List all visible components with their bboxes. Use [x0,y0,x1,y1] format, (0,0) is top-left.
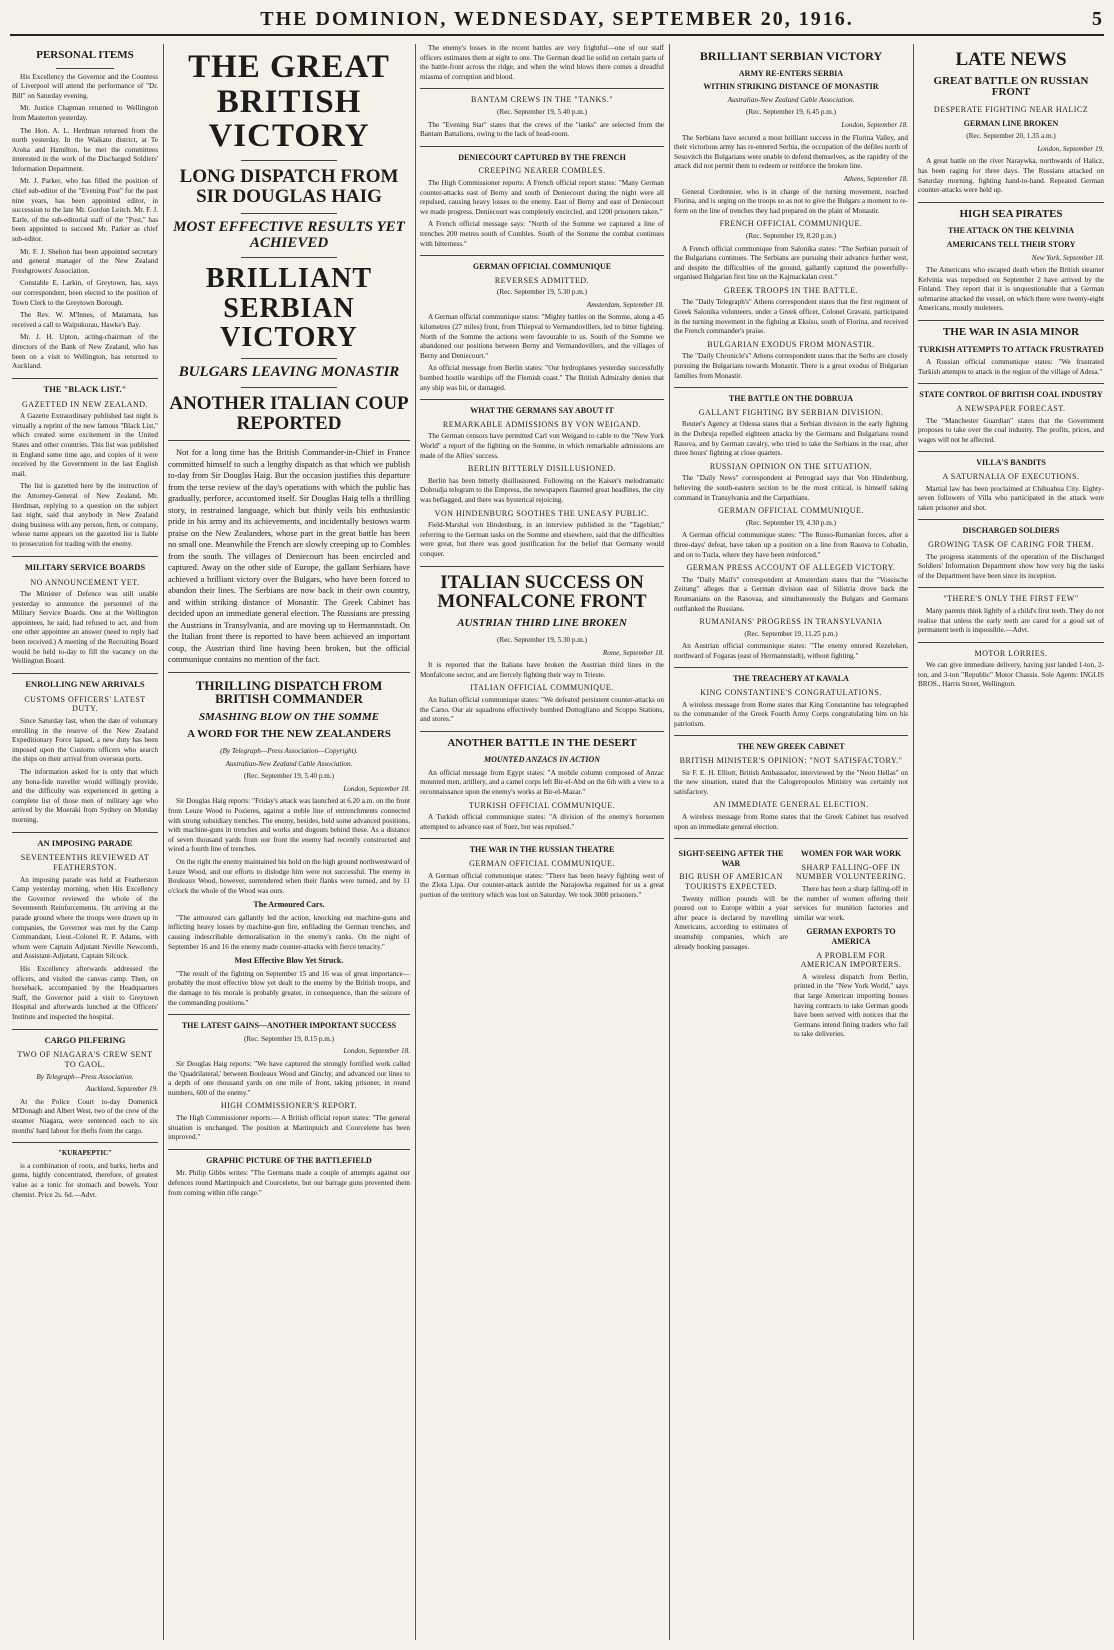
headline: BRILLIANT SERBIAN VICTORY [205,263,373,354]
dateline: London, September 18. [343,784,410,793]
advert-heading: "THERE'S ONLY THE FIRST FEW" [943,594,1079,604]
subheading: GERMAN OFFICIAL COMMUNIQUE. [718,506,864,516]
subheading: WHAT THE GERMANS SAY ABOUT IT [470,406,614,416]
paragraph: An official message from Berlin states: "Our hydroplanes yesterday successfully bombed hostile warships off the Flemish coast." The British Admiralty denies that any ship was hit, or damaged. [420,364,664,392]
paragraph: Berlin has been bitterly disillusioned. Following on the Kaiser's melodramatic Dobrudja telegram to the Empress, the newspapers flaunted great headlines, the city was beflagged, and there was hysterical rejoicing. [420,476,664,504]
paragraph: Reuter's Agency at Odessa states that a Serbian division in the early fighting in the Dobruja repelled eighteen attacks by the Germans and Bulgarians round Rasova, and by German cavalry, who tried to take the Serbians in the rear, after three hours' fighting at close quarters. [674,420,908,458]
subheading: THE BATTLE ON THE DOBRUJA [728,394,854,404]
subheading: KING CONSTANTINE'S CONGRATULATIONS. [700,688,882,698]
paragraph: A German official communique states: "Mighty battles on the Somme, along a 45 kilometres (27 miles) front, from Thiepval to Vermandovillers, led to bitter fighting. North of the Somme the actions were favourable to us. South of the Somme we abandoned our positions between Berny and Vermandovillers, and the villages of Berny and Deniecourt." [420,313,664,360]
paragraph: On the right the enemy maintained his hold on the high ground northwestward of Leuze Wood, and our efforts to dislodge him were not successful. The enemy in Bouleaux Wood, however, surrendered when their flanks were turned, and by 11 o'clock the whole of the Wood was ours. [168,857,410,895]
headline: SMASHING BLOW ON THE SOMME [198,710,380,723]
paragraph: His Excellency the Governor and the Countess of Liverpool will attend the performance of "Dr. Bill" on Saturday evening. [12,72,158,100]
paragraph: An Italian official communique states: "We defeated persistent counter-attacks on the Carso. Our air squadrons effectively bombed Dottogliano and Scoppo Stations, and stores." [420,695,664,724]
received-time: (Rec. September 19, 4.30 p.m.) [745,518,837,527]
subheading: GROWING TASK OF CARING FOR THEM. [928,539,1094,549]
column-4 [674,44,908,1640]
paragraph: Mr. F. J. Shelton has been appointed secretary and general manager of the New Zealand Freshgrowers' Association. [12,247,158,275]
subheading: REVERSES ADMITTED. [494,275,590,285]
paragraph: The "Manchester Guardian" states that the Government proposes to take over the coal industry. The profits, prices, and wages will not be affected. [918,416,1104,444]
paragraph: The enemy's losses in the recent battles are very frightful—one of our staff officers estimates them at eight to one. The German dead lie solid on certain parts of the battle-front across the ridge, and when the wind blows there comes a dreadful miasma of corruption and blood. [420,44,664,81]
column-1 [12,44,158,1640]
paragraph: A Russian official communique states: "We frustrated Turkish attempts to attack in the region of the village of Adesa." [918,358,1104,376]
subheading: DISCHARGED SOLDIERS [962,526,1060,536]
dateline: Rome, September 18. [602,648,664,657]
headline: A WORD FOR THE NEW ZEALANDERS [187,728,391,741]
paragraph: His Excellency afterwards addressed the officers, and visited the canvas camp. Then, on horseback, accompanied by the Headquarters Staff, the Governor paid a visit to Greytown Hospital and afterwards lunched at the Officers' Institute and inspected the hospital. [12,964,158,1021]
paragraph: General Cordonnier, who is in charge of the turning movement, reached Florina, and is urging on the troops so as not to give the Bulgars a moment to re-form on the line of trenches they had prepared on the plain of Monastir. [674,187,908,215]
headline: GREAT BATTLE ON RUSSIAN FRONT [933,74,1089,99]
subheading: GERMAN LINE BROKEN [963,118,1059,128]
advert-name: "KURAPEPTIC" [57,1149,113,1158]
subheading: TWO OF NIAGARA'S CREW SENT TO GAOL. [17,1050,153,1070]
dateline: London, September 18. [841,120,908,129]
subheading: MOUNTED ANZACS IN ACTION [483,755,601,765]
subheading: CREEPING NEARER COMBLES. [478,166,606,176]
main-headline: THE GREAT BRITISH VICTORY [188,49,390,155]
headline: AUSTRIAN THIRD LINE BROKEN [457,617,627,630]
subheading: STATE CONTROL OF BRITISH COAL INDUSTRY [919,390,1103,400]
two-column-block [674,845,908,1043]
received-time: (Rec. September 20, 1.35 a.m.) [966,132,1056,141]
received-time: (Rec. September 19, 8.20 p.m.) [745,231,837,240]
subheading: GREEK TROOPS IN THE BATTLE. [723,285,859,295]
paragraph: The "Daily Mail's" correspondent at Amsterdam states that the "Vossische Zeitung" alleges that a German division east of Silistria drove back the Roumanians on the Rasovaa, and simultaneously the Bulgars and Germans outflanked the Russians. [674,575,908,613]
subheading: ITALIAN OFFICIAL COMMUNIQUE. [470,683,614,693]
paragraph: Constable E. Larkin, of Greytown, has, says our correspondent, been elected to the position of Town Clerk to the Greytown Borough. [12,279,158,307]
dateline: London, September 19. [1037,144,1104,153]
received-time: (Rec. September 19, 5.40 p.m.) [243,772,335,781]
paragraph: There has been a sharp falling-off in the number of women offering their services for munition factories and similar war work. [794,884,908,922]
headline: HIGH SEA PIRATES [959,207,1063,220]
paragraph: The "Daily News" correspondent at Petrograd says that Von Hindenburg, believing the south-eastern section to be the most critical, is himself taking command in Transylvania and the Carpathians. [674,474,908,502]
paragraph: Mr. Philip Gibbs writes: "The Germans made a couple of attempts against our defences round Martinpuich and Courcelette, but our barrage guns prevented them from coming within rifle range." [168,1169,410,1197]
paragraph: "The armoured cars gallantly led the action, knocking out machine-guns and inflicting heavy losses by machine-gun fire, enfilading the German trenches, and causing indescribable demoralisation in the enemy's ranks. On the night of September 16 and 16 the enemy made counter-attacks with fierce tenacity." [168,913,410,951]
paragraph: Twenty million pounds will be poured out to Europe within a year after peace is declared by travelling Americans, according to estimates of steamship companies, which are already booking passages. [674,894,788,951]
section-heading: CARGO PILFERING [44,1034,126,1045]
paragraph: The "Evening Star" states that the crews of the "tanks" are selected from the Bantam Battalions, owing to the lack of head-room. [420,120,664,139]
column-divider [913,44,914,1640]
paragraph: At the Police Court to-day Domenick M'Donagh and Albert West, two of the crew of the steamer Niagara, were sentenced each to six months' hard labour for thefts from the cargo. [12,1097,158,1135]
subheading: BRITISH MINISTER'S OPINION: "NOT SATISFACTORY." [679,756,903,766]
subheading: TURKISH ATTEMPTS TO ATTACK FRUSTRATED [918,344,1104,354]
subheading: FRENCH OFFICIAL COMMUNIQUE. [719,219,863,229]
headline: BRILLIANT SERBIAN VICTORY [699,49,883,63]
column-2 [168,44,410,1640]
paragraph: The information asked for is only that which any bona-fide traveller would willingly provide, and the difficulty was experienced in getting a complete list of those men of military age who arrived by the Moeraki from Sydney on Monday morning. [12,767,158,824]
byline: Australian-New Zealand Cable Association. [727,95,855,104]
paragraph: Martial law has been proclaimed at Chihuahua City. Eighty-seven followers of Villa who participated in the attack were taken prisoner and shot. [918,484,1104,512]
subheading: GERMAN EXPORTS TO AMERICA [806,927,896,946]
paragraph: The "Daily Telegraph's" Athens correspondent states that the first regiment of Greek Salonika volunteers, under a Greek officer, Colonel Gravani, participated in the turning movement in the fighting at Eksisu, south of Florina, and received the French commander's praise. [674,298,908,336]
column-divider [163,44,164,1640]
paragraph: The Serbians have secured a most brilliant success in the Florina Valley, and their victorious army has re-entered Serbia, the occupation of the defiles north of Sesovitch the Bulgarians were unable to defend themselves, as the rapidity of the attack did not permit them to redeem or reinforce the broken line. [674,133,908,171]
subheading: WOMEN FOR WAR WORK [800,849,902,859]
subheading: THE ATTACK ON THE KELVINIA [948,226,1074,236]
paragraph: An Austrian official communique states: "The enemy entered Kezeleken, northward of Fogaras (east of Hermannstadt), without fighting." [674,642,908,660]
masthead-title: THE DOMINION, WEDNESDAY, SEPTEMBER 20, 1916. [260,8,854,30]
subheading: VILLA'S BANDITS [976,458,1046,468]
paragraph: A wireless message from Rome states that the Greek Cabinet has resolved upon an immediate general election. [674,813,908,831]
subheading: THE NEW GREEK CABINET [737,742,845,752]
subheading: GAZETTED IN NEW ZEALAND. [21,399,149,409]
subheading: A PROBLEM FOR AMERICAN IMPORTERS. [800,950,902,970]
subheading: SHARP FALLING-OFF IN NUMBER VOLUNTEERING. [795,862,907,882]
paragraph: A wireless message from Rome states that King Constantine has telegraphed to the commander of the Greek Fourth Army Corps congratulating him on his patriotism. [674,700,908,728]
paragraph: The German censors have permitted Carl von Weigand to cable to the "New York World" a report of the fighting on the Somme, in which remarkable admissions are made of the Allies' success. [420,432,664,460]
masthead [10,6,1104,36]
paragraph: A wireless dispatch from Berlin, printed in the "New York World," says that large American importing houses having contracts to take German goods have been served with notices that the Germans intend fining traders who fail to take deliveries. [794,972,908,1039]
subheading: SIGHT-SEEING AFTER THE WAR [678,849,784,868]
paragraph: Sir Douglas Haig reports: "We have captured the strongly fortified work called the 'Quadrilateral,' between Bouleaux Wood and Ginchy, and advanced our lines to a depth of one thousand yards on one mile of front, taking prisoner, in round numbers, 600 of the enemy." [168,1060,410,1097]
subheading: GERMAN PRESS ACCOUNT OF ALLEGED VICTORY. [686,563,896,573]
subheading: TURKISH OFFICIAL COMMUNIQUE. [468,800,616,810]
paragraph: A German official communique states: "The Russo-Rumanian forces, after a three-days' defeat, have taken up a position on a line from Rasova to Cobadin, and on to Tuzla, where they have been reinforced." [674,531,908,559]
paragraph: Sir Douglas Haig reports: "Friday's attack was launched at 6.20 a.m. on the front from Leuze Wood to Pozieres, against a treble line of entrenchments connected with strong subsidiary trenches. The enemy, besides, held some advanced positions, with machine-guns in trenches and works and dugouts behind these. As a distance of seven thousand yards from our front the enemy had recently constructed and wired a fourth line of trenches. [168,797,410,854]
headline: BULGARS LEAVING MONASTIR [178,364,400,381]
subheading: The Armoured Cars. [253,900,325,910]
subheading: DENIECOURT CAPTURED BY THE FRENCH [458,152,626,162]
paragraph: The Americans who escaped death when the British steamer Kelvinia was torpedoed on September 2 have arrived by the Finland. They report that it is unquestionable that a German submarine attacked the vessel, on which there were twenty-eight Americans, mostly muleteers. [918,266,1104,313]
paragraph: The High Commissioner reports:— A British official report states: "The general situation is unchanged. The position at Martinpuich and Courcelette has been improved." [168,1113,410,1142]
subheading: BULGARIAN EXODUS FROM MONASTIR. [707,339,875,349]
subheading: WITHIN STRIKING DISTANCE OF MONASTIR [703,82,879,92]
section-heading: ENROLLING NEW ARRIVALS [25,678,145,689]
headline: LONG DISPATCH FROM SIR DOUGLAS HAIG [179,165,399,207]
headline: ITALIAN SUCCESS ON MONFALCONE FRONT [437,571,647,613]
received-time: (Rec. September 19, 8.15 p.m.) [243,1034,335,1043]
subheading: REMARKABLE ADMISSIONS BY VON WEIGAND. [442,419,642,429]
subheading: AMERICANS TELL THEIR STORY [946,239,1076,249]
dateline: New York, September 18. [1031,253,1104,262]
paragraph: Mr. Justice Chapman returned to Wellington from Masterton yesterday. [12,104,158,122]
paragraph: The "Daily Chronicle's" Athens correspondent states that the Serbs are closely pursuing the Bulgarians towards Monastir. There is a great exodus of Bulgarian families from Monastir. [674,352,908,380]
paragraph: A French official message says: "North of the Somme we captured a line of trenches 200 metres south of Combles. South of the Somme the combat continues with bitterness." [420,220,664,248]
section-heading: PERSONAL ITEMS [36,49,134,61]
headline: THE WAR IN ASIA MINOR [942,326,1080,339]
paragraph: The High Commissioner reports: A French official report states: "Many German counter-attacks east of Berny and south of Deniecourt during the night were all repulsed, causing heavy losses to the enemy. East of Berny and east of Deniecourt we made progress. Deniecourt was completely encircled, and 1200 prisoners taken." [420,178,664,216]
headline: THRILLING DISPATCH FROM BRITISH COMMANDER [195,677,383,707]
paragraph: A great battle on the river Naraywka, northwards of Halicz, has been raging for three days. The Russians attacked on Saturday morning, fighting hand-to-hand. Repeated German counter-attacks were held up. [918,157,1104,195]
received-time: (Rec. September 19, 11.25 p.m.) [744,629,838,638]
section-heading: MILITARY SERVICE BOARDS [24,561,146,572]
paragraph: An imposing parade was held at Featherston Camp yesterday morning, when His Excellency the Governor reviewed the whole of the Seventeenth Reinforcements. On arriving at the parade ground where the troops were drawn up in companies, the Governor was met by the Camp Commandant, Lieut.-Colonel R. P. Adams, with whom were Captain Adjutant Neville Newcomb, and Assistant-Adjutant, Captain Silcock. [12,875,158,961]
subheading: ARMY RE-ENTERS SERBIA [738,68,844,78]
byline: Australian-New Zealand Cable Association. [225,759,353,768]
section-heading: THE "BLACK LIST." [43,383,127,394]
received-time: (Rec. September 19, 5.30 p.m.) [496,288,588,297]
subheading: GERMAN OFFICIAL COMMUNIQUE. [469,859,615,868]
subheading: VON HINDENBURG SOOTHES THE UNEASY PUBLIC. [434,508,650,518]
subheading: BIG RUSH OF AMERICAN TOURISTS EXPECTED. [679,872,783,891]
advert-text: Many parents think lightly of a child's first teeth. They do not realise that unless the early teeth are cared for a good set of permanent teeth is impossible.—Advt. [918,606,1104,635]
headline: MOST EFFECTIVE RESULTS YET ACHIEVED [173,218,405,251]
paragraph: The Hon. A. L. Herdman returned from the north yesterday. In the Waikato district, at Te Aroha and Hamilton, he met the committees interested in the work of the Discharged Soldiers' Information Department. [12,126,158,173]
headline: ANOTHER ITALIAN COUP REPORTED [169,393,409,435]
paragraph: Field-Marshal von Hindenburg, in an interview published in the "Tageblatt," referring to the German tasks on the Somme and elsewhere, said that the difficulties were great, but there was good justification for the belief that Germany would conquer. [420,521,664,558]
subheading: GRAPHIC PICTURE OF THE BATTLEFIELD [206,1155,372,1165]
advert-text: We can give immediate delivery, having just landed 1-ton, 2-ton, and 3-ton "Republic" Motor Chassis. Sole Agents: INGLIS BROS., Harris Street, Wellington. [918,661,1104,689]
received-time: (Rec. September 19, 5.40 p.m.) [496,107,588,116]
advert-heading: MOTOR LORRIES. [974,648,1048,658]
paragraph: Mr. J. H. Upton, acting-chairman of the directors of the Bank of New Zealand, who has been on a visit to Wellington, has returned to Auckland. [12,333,158,371]
lead-article: Not for a long time has the British Commander-in-Chief in France committed himself to such a lengthy dispatch as that which we publish to-day from Sir Douglas Haig. But the occasion justifies this departure from the terse review of the day's operations with which the public has gradually, perforce, accustomed itself. Sir Douglas Haig tells a thrilling story, in restrained language, which but thinly veils his enthusiastic pride in his army and its achievements, and incidentally bestows warm praise on the New Zealanders, whose part in the great battle has been no small one. Meanwhile the French are slowly creeping up to Combles from the south. The villages of Deniecourt has been encircled and captured. Away on the other side of Europe, the gallant Serbians have achieved a brilliant victory over the Bulgars, who have been forced to abandon their lines. The Serbians are now back in their own country, and within striking distance of Monastir. The Greek Cabinet has decided upon an immediate general election. The Russians are pressing the Austrians in Transylvania, and are moving up to Hermannstadt. On the Italian front there is reported to have been achieved an important coup, the Austrian third line having been broken, but the official communique contains no mention of the fact. [168,448,410,665]
subheading: THE TREACHERY AT KAVALA [733,674,849,684]
subheading: GERMAN OFFICIAL COMMUNIQUE [472,262,612,272]
byline: By Telegraph—Press Association. [36,1072,134,1081]
headline: ANOTHER BATTLE IN THE DESERT [447,736,637,749]
column-3 [420,44,664,1640]
section-heading: AN IMPOSING PARADE [37,837,133,848]
page-number: 5 [1092,8,1102,30]
subheading: SEVENTEENTHS REVIEWED AT FEATHERSTON. [20,853,150,873]
paragraph: Since Saturday last, when the date of voluntary enrolling in the reserve of the New Zealand Expeditionary Force lapsed, a new duty has been imposed upon the Customs officers who search the ships on their arrival from overseas ports. [12,716,158,764]
subheading: RUMANIANS' PROGRESS IN TRANSYLVANIA [699,617,883,627]
received-time: (Rec. September 19, 5.30 p.m.) [496,635,588,644]
column-5 [918,44,1104,1640]
subheading: DESPERATE FIGHTING NEAR HALICZ [933,105,1089,115]
subheading: CUSTOMS OFFICERS' LATEST DUTY. [24,694,146,714]
subheading: AN IMMEDIATE GENERAL ELECTION. [713,800,869,810]
subheading: BERLIN BITTERLY DISILLUSIONED. [468,464,616,474]
subheading: Most Effective Blow Yet Struck. [234,956,344,966]
headline: LATE NEWS [955,49,1067,70]
byline: (By Telegraph—Press Association—Copyright). [220,746,358,755]
paragraph: "The result of the fighting on September 15 and 16 was of great importance—probably the most effective blow yet dealt to the enemy by the British troops, and the damage to his morale is probably greater, in consequence, than the seizure of the commanding positions." [168,969,410,1007]
paragraph: It is reported that the Italians have broken the Austrian third lines in the Monfalcone sector, and are fiercely fighting their way to Trieste. [420,661,664,679]
subheading: HIGH COMMISSIONER'S REPORT. [220,1101,358,1111]
received-time: (Rec. September 19, 6.45 p.m.) [745,108,837,117]
dateline: Athens, September 18. [843,174,908,183]
dateline: London, September 18. [343,1047,410,1056]
column-divider [415,44,416,1640]
dateline: Amsterdam, September 18. [586,300,664,309]
dateline: Auckland, September 19. [86,1085,158,1094]
paragraph: The Minister of Defence was still unable yesterday to announce the personnel of the Military Service Boards. One at the Wellington appointees, he said, had refused to act, and from one other appointee an answer (need to reply had been received.) A meeting of the Recruiting Board would be held to-day to fill the vacancy on the Wellington Board. [12,590,158,666]
paragraph: Mr. J. Parker, who has filled the position of chief sub-editor of the "Evening Post" for the past nine years, has been appointed editor, in succession to the late Mr. Gordon Leitch. Mr. F. J. Earle, of the sub-editorial staff of the "Post," has been appointed to succeed Mr. Parker as chief sub-editor. [12,177,158,244]
subheading: THE LATEST GAINS—ANOTHER IMPORTANT SUCCESS [181,1021,397,1031]
paragraph: The list is gazetted here by the instruction of the Attorney-General of New Zealand, Mr. Herdman, replying to a question on the subject last night, said that anybody in New Zealand doing business with any person, firm, or company, whose name appears on the gazetted list is liable to prosecution for trading with the enemy. [12,482,158,548]
column-divider [669,44,670,1640]
subheading: RUSSIAN OPINION ON THE SITUATION. [709,461,873,471]
paragraph: Sir F. E. H. Elliott, British Ambassador, interviewed by the "Neon Hellas" on the new situation, stated that the Calogeropoulos Ministry was certainly not satisfactory. [674,768,908,796]
paragraph: A Gazette Extraordinary published last night is virtually a reprint of the new famous "Black List," which created some excitement in the United States and other countries. This list was published in England some time ago, and copies of it were received by the Government in the last English mail. [12,412,158,478]
subheading: NO ANNOUNCEMENT YET. [30,577,140,587]
paragraph: The Rev. W. M'Innes, of Matamata, has received a call to Waipukurau, Hawke's Bay. [12,311,158,329]
subheading: A NEWSPAPER FORECAST. [956,404,1066,413]
subheading: BANTAM CREWS IN THE "TANKS." [471,95,613,105]
paragraph: A Turkish official communique states: "A division of the enemy's horsemen attempted to advance east of Suez, but was repulsed." [420,813,664,831]
paragraph: A French official communique from Salonika states: "The Serbian pursuit of the Bulgarians continues. The Serbians are pursuing their advance further west, and despite the difficulties of the ground, gallantly captured the powerfully-organised Bulgarian first line on the Kajmackalan crest." [674,244,908,282]
paragraph: A German official communique states: "There has been heavy fighting west of the Zlota Lipa. Our counter-attack astride the Narajowka regained for us a great portion of the territory which was lost on Saturday. We took 3000 prisoners." [420,871,664,899]
subheading: A SATURNALIA OF EXECUTIONS. [942,471,1080,481]
paragraph: The progress statements of the operation of the Discharged Soldiers' Information Department show how very big the tasks of the Department have been since its inception. [918,552,1104,580]
paragraph: An official message from Egypt states: "A mobile column composed of Anzac mounted men, artillery, and a camel corps left Bir-el-Abd on the 6th with a view to a reconnaissance upon the enemy's works at Bir-el-Mazar." [420,768,664,797]
advert-text: is a combination of roots, and barks, herbs and gums, highly concentrated, therefore, of greatest value as a tonic for stomach and bowels. Your chemist. Price 2s. 6d.—Advt. [12,1161,158,1199]
subheading: GALLANT FIGHTING BY SERBIAN DIVISION. [698,407,884,417]
subheading: THE WAR IN THE RUSSIAN THEATRE [469,845,615,855]
